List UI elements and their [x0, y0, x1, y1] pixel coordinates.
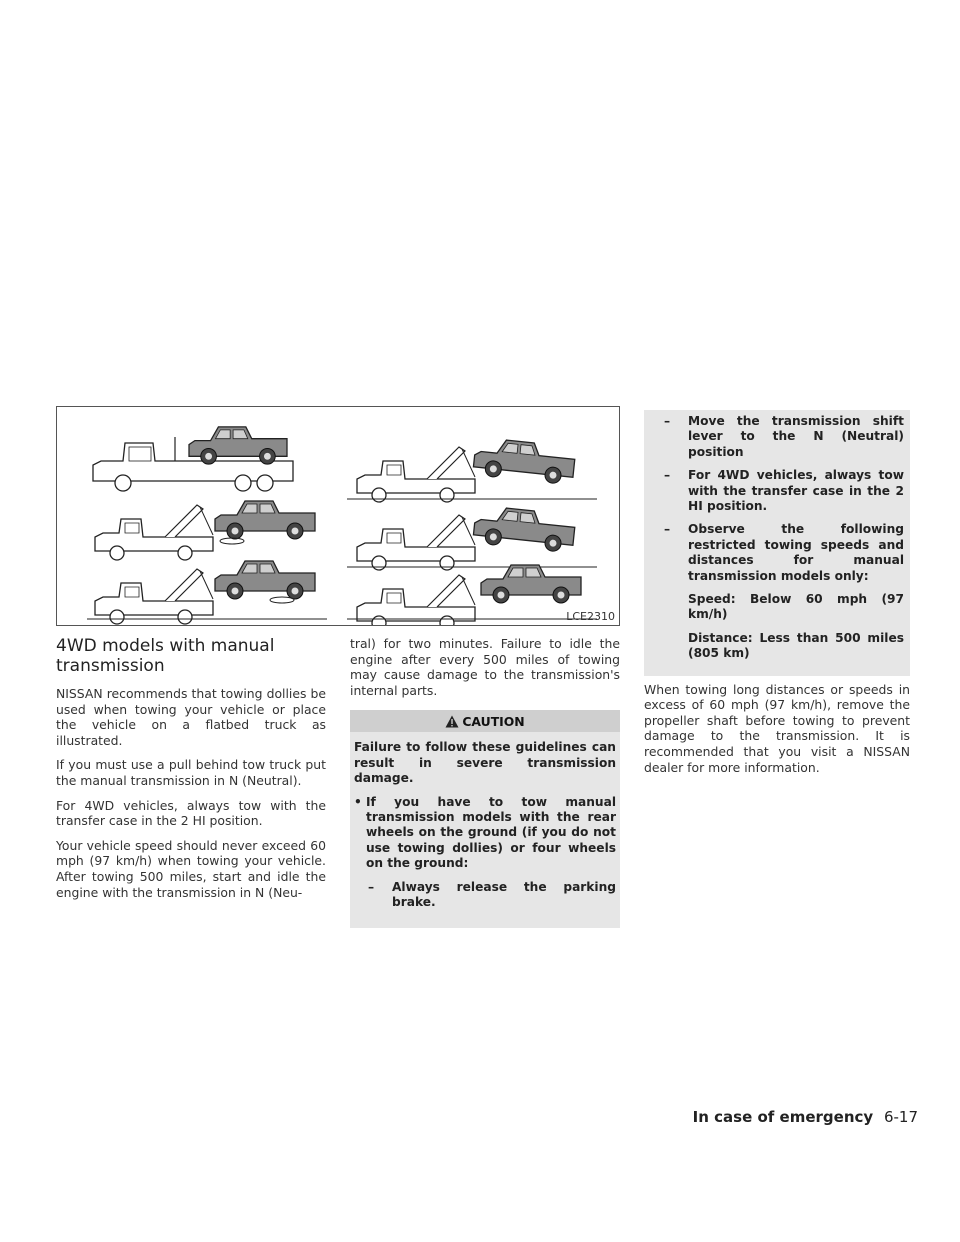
bullet-mark: • — [354, 794, 362, 809]
dash-mark: – — [664, 414, 671, 428]
dash-mark: – — [368, 879, 375, 894]
column-3 — [644, 410, 910, 784]
caution-title: CAUTION — [462, 713, 525, 729]
paragraph: Your vehicle speed should never exceed 60 mph (97 km/h) when towing your vehicle. After towing 500 miles, start and idle the engine with the transmission in N (Neu- — [56, 837, 326, 900]
caution-header — [350, 710, 620, 732]
towing-figure — [56, 406, 620, 626]
caution-dash-item — [650, 414, 904, 460]
distance-limit: Distance: Less than 500 miles (805 km) — [688, 630, 904, 661]
paragraph: tral) for two minutes. Failure to idle the engine after every 500 miles of towing may cause damage to the transmission's internal parts. — [350, 636, 620, 698]
page-number: 6-17 — [883, 1108, 918, 1126]
paragraph: When towing long distances or speeds in excess of 60 mph (97 km/h), remove the propeller shaft before towing to prevent damage to the transmission. It is recommended that you visit a NISSAN dealer for more information. — [644, 681, 910, 775]
page-footer — [693, 1108, 918, 1126]
dash-mark: – — [664, 522, 671, 537]
caution-dash-item — [650, 468, 904, 514]
dash-text: For 4WD vehicles, always tow with the transfer case in the 2 HI position. — [688, 468, 904, 514]
dash-text: Move the transmission shift lever to the N (Neutral) position — [688, 414, 904, 459]
bullet-text: If you have to tow manual transmission models with the rear wheels on the ground (if you do not use towing dollies) or four wheels on the ground: — [366, 794, 616, 871]
dash-text: Always release the parking brake. — [392, 879, 616, 910]
caution-dash-item — [354, 880, 616, 911]
figure-id: LCE2310 — [566, 610, 615, 623]
caution-box — [350, 710, 620, 928]
caution-bullet — [354, 795, 616, 872]
warning-triangle-icon — [445, 715, 459, 728]
paragraph: If you must use a pull behind tow truck put the manual transmission in N (Neutral). — [56, 757, 326, 788]
towing-illustration-icon — [57, 407, 619, 625]
footer-section: In case of emergency — [692, 1108, 874, 1126]
caution-box-continued — [644, 410, 910, 676]
dash-mark: – — [664, 468, 671, 483]
paragraph: For 4WD vehicles, always tow with the transfer case in the 2 HI position. — [56, 797, 326, 829]
paragraph: NISSAN recommends that towing dollies be used when towing your vehicle or place the vehicle on a flatbed truck as illustrated. — [56, 686, 326, 748]
section-title: 4WD models with manual transmission — [56, 636, 275, 676]
dash-text: Observe the following restricted towing speeds and distances for manual transmission models only: — [688, 522, 904, 583]
caution-intro: Failure to follow these guidelines can result in severe transmission damage. — [354, 740, 616, 786]
column-2 — [350, 636, 620, 928]
speed-limit: Speed: Below 60 mph (97 km/h) — [688, 592, 904, 622]
caution-dash-item — [650, 522, 904, 584]
column-1 — [56, 636, 326, 909]
